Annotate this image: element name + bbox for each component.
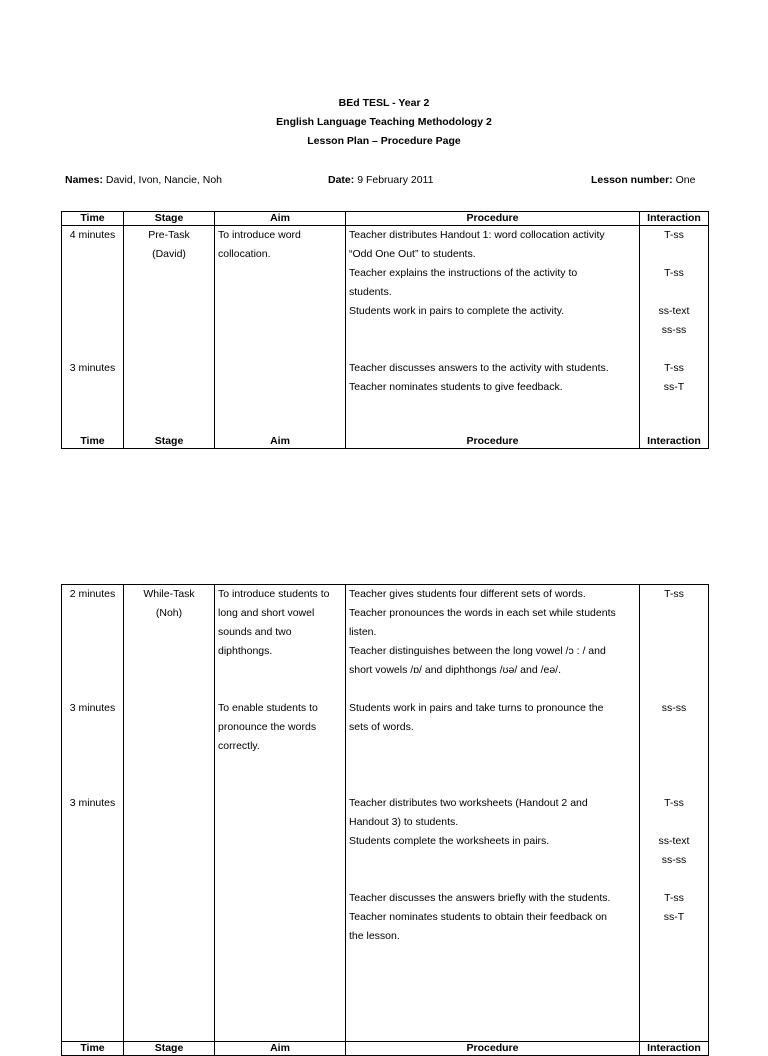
procedure-cell: Teacher discusses answers to the activity with students. Teacher nominates students to give feedback. bbox=[346, 340, 640, 435]
procedure-cell: Teacher distributes two worksheets (Handout 2 and Handout 3) to students. Students complete the worksheets in pairs. Teacher discusses the answers briefly with the students. Teacher nominates students to obtain their feedback on the lesson. bbox=[346, 756, 640, 1042]
names-value: David, Ivon, Nancie, Noh bbox=[105, 174, 223, 186]
col-header-time: Time bbox=[62, 212, 124, 226]
table-row bbox=[62, 340, 709, 435]
col-header-procedure: Procedure bbox=[346, 212, 640, 226]
lesson-number-value: One bbox=[675, 174, 696, 186]
aim-cell: To introduce word collocation. bbox=[215, 226, 346, 341]
date-field bbox=[328, 174, 433, 186]
aim-cell: To introduce students to long and short vowel sounds and two diphthongs. bbox=[215, 585, 346, 681]
table-header-row bbox=[62, 212, 709, 226]
table-row bbox=[62, 680, 709, 756]
names-label: Names: bbox=[65, 174, 103, 186]
stage-cell: While-Task (Noh) bbox=[124, 585, 215, 681]
col-footer-aim: Aim bbox=[215, 435, 346, 449]
header-line-1: BEd TESL - Year 2 bbox=[338, 97, 430, 109]
names-field bbox=[65, 174, 222, 186]
header-line-3: Lesson Plan – Procedure Page bbox=[307, 135, 461, 147]
table-row bbox=[62, 226, 709, 341]
stage-cell: Pre-Task (David) bbox=[124, 226, 215, 341]
col-header-interaction: Interaction bbox=[640, 212, 709, 226]
col-header-aim: Aim bbox=[215, 212, 346, 226]
col-footer-interaction: Interaction bbox=[640, 435, 709, 449]
table-row bbox=[62, 585, 709, 681]
col-footer-procedure: Procedure bbox=[346, 1042, 640, 1056]
procedure-cell: Students work in pairs and take turns to pronounce the sets of words. bbox=[346, 680, 640, 756]
table-footer-row bbox=[62, 435, 709, 449]
col-footer-stage: Stage bbox=[124, 1042, 215, 1056]
col-footer-interaction: Interaction bbox=[640, 1042, 709, 1056]
time-cell: 3 minutes bbox=[62, 340, 124, 435]
interaction-cell: T-ss ss-text ss-ss T-ss ss-T bbox=[640, 756, 709, 1042]
time-cell: 4 minutes bbox=[62, 226, 124, 341]
date-value: 9 February 2011 bbox=[357, 174, 434, 186]
procedure-cell: Teacher gives students four different sets of words. Teacher pronounces the words in each set while students listen. Teacher distinguishes between the long vowel /ɔ : / and short vowels /ɒ/ and diphthongs /ʊə/ and /eə/. bbox=[346, 585, 640, 681]
interaction-cell: T-ss ss-T bbox=[640, 340, 709, 435]
date-label: Date: bbox=[328, 174, 355, 186]
lesson-number-label: Lesson number: bbox=[591, 174, 673, 186]
interaction-cell: T-ss T-ss ss-text ss-ss bbox=[640, 226, 709, 341]
col-header-stage: Stage bbox=[124, 212, 215, 226]
table-row bbox=[62, 756, 709, 1042]
header-line-2: English Language Teaching Methodology 2 bbox=[276, 116, 492, 128]
col-footer-aim: Aim bbox=[215, 1042, 346, 1056]
col-footer-stage: Stage bbox=[124, 435, 215, 449]
procedure-table-1 bbox=[61, 211, 709, 449]
aim-cell: To enable students to pronounce the words correctly. bbox=[215, 680, 346, 756]
lesson-number-field bbox=[591, 174, 695, 186]
procedure-table-2 bbox=[61, 584, 709, 1056]
col-footer-time: Time bbox=[62, 1042, 124, 1056]
interaction-cell: ss-ss bbox=[640, 680, 709, 756]
interaction-cell: T-ss bbox=[640, 585, 709, 681]
table-footer-row bbox=[62, 1042, 709, 1056]
procedure-cell: Teacher distributes Handout 1: word collocation activity “Odd One Out” to students. Teacher explains the instructions of the activity to students. Students work in pairs to complete the activity. bbox=[346, 226, 640, 341]
time-cell: 2 minutes bbox=[62, 585, 124, 681]
col-footer-time: Time bbox=[62, 435, 124, 449]
time-cell: 3 minutes bbox=[62, 756, 124, 1042]
time-cell: 3 minutes bbox=[62, 680, 124, 756]
col-footer-procedure: Procedure bbox=[346, 435, 640, 449]
